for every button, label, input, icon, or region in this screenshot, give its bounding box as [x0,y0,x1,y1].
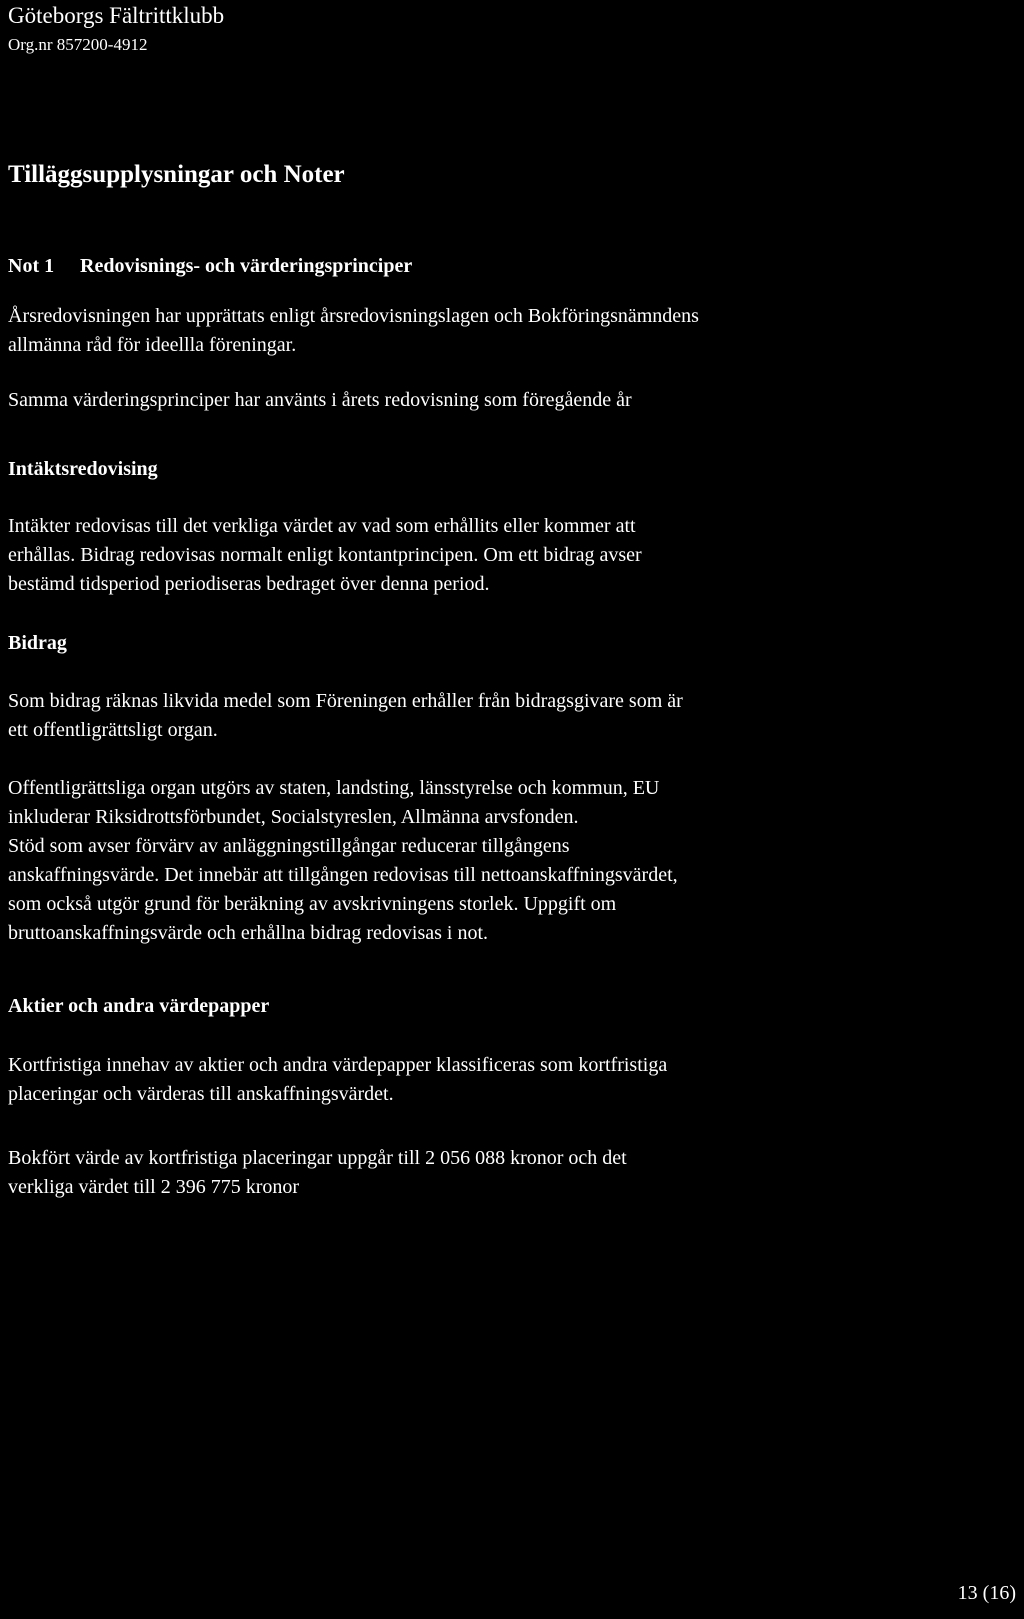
note-number: Not 1 [8,255,55,277]
note-1-paragraph-1: Årsredovisningen har upprättats enligt årsredovisningslagen och Bokföringsnämndens allmänna råd för ideellla föreningar. [8,305,699,356]
grants-paragraph-2: Offentligrättsliga organ utgörs av staten, landsting, länsstyrelse och kommun, EU inkluderar Riksidrottsförbundet, Socialstyreslen, Allmänna arvsfonden. Stöd som avser förvärv av anläggningstillgångar reducerar tillgångens anskaffningsvärde. Det innebär att tillgången redovisas till nettoanskaffningsvärdet, som också utgör grund för beräkning av avskrivningens storlek. Uppgift om bruttoanskaffningsvärde och erhållna bidrag redovisas i not. [8,777,678,944]
note-1-heading [8,253,412,279]
grants-heading: Bidrag [8,632,67,654]
org-number: Org.nr 857200-4912 [8,35,148,54]
grants-paragraph-1: Som bidrag räknas likvida medel som Föreningen erhåller från bidragsgivare som är ett offentligrättsligt organ. [8,690,683,741]
securities-heading: Aktier och andra värdepapper [8,995,270,1017]
securities-paragraph-2: Bokfört värde av kortfristiga placeringar uppgår till 2 056 088 kronor och det verkliga värdet till 2 396 775 kronor [8,1147,627,1198]
note-title: Redovisnings- och värderingsprinciper [80,255,413,277]
page-title: Tilläggsupplysningar och Noter [8,161,345,188]
page-number: 13 (16) [957,1582,1016,1604]
org-name: Göteborgs Fältrittklubb [8,3,225,28]
revenue-heading: Intäktsredovising [8,458,158,480]
note-1-paragraph-2: Samma värderingsprinciper har använts i årets redovisning som föregående år [8,389,632,411]
revenue-paragraph: Intäkter redovisas till det verkliga värdet av vad som erhållits eller kommer att erhållas. Bidrag redovisas normalt enligt kontantprincipen. Om ett bidrag avser bestämd tidsperiod periodiseras bedraget över denna period. [8,515,642,595]
securities-paragraph-1: Kortfristiga innehav av aktier och andra värdepapper klassificeras som kortfristiga placeringar och värderas till anskaffningsvärdet. [8,1054,668,1105]
